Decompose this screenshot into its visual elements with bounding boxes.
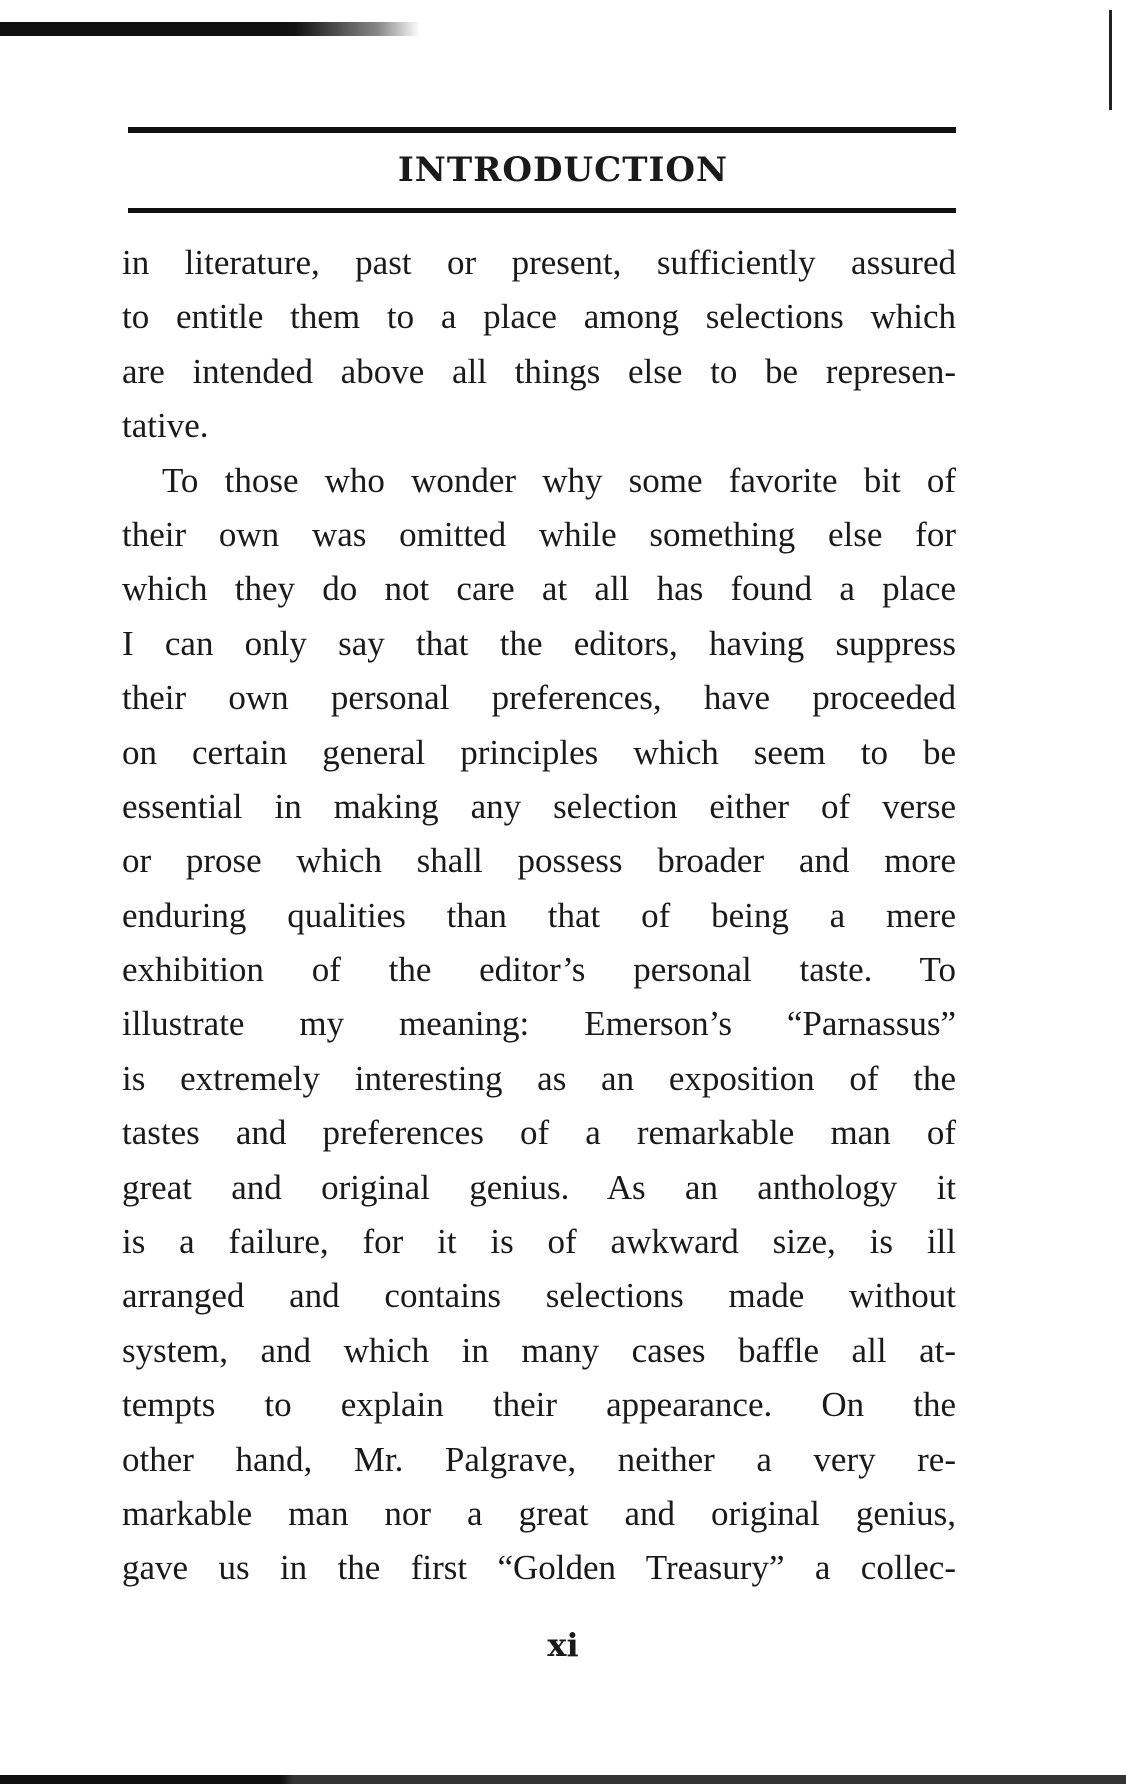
text-line: is extremely interesting as an exposition of the — [122, 1058, 956, 1098]
text-line: tative. — [122, 406, 209, 446]
text-line: To those who wonder why some favorite bit of — [162, 460, 956, 500]
text-line: gave us in the first “Golden Treasury” a collec- — [122, 1548, 956, 1588]
text-line: arranged and contains selections made without — [122, 1276, 956, 1316]
scan-edge-top — [0, 22, 420, 36]
text-line: illustrate my meaning: Emerson’s “Parnassus” — [122, 1004, 956, 1044]
text-line: their own personal preferences, have proceeded — [122, 678, 956, 718]
text-line: tastes and preferences of a remarkable man of — [122, 1113, 956, 1153]
text-line: tempts to explain their appearance. On the — [122, 1385, 956, 1425]
text-line: which they do not care at all has found a place — [122, 569, 956, 609]
page-number: xi — [547, 1626, 579, 1664]
text-line: are intended above all things else to be represen- — [122, 351, 956, 391]
running-head: INTRODUCTION — [397, 150, 729, 190]
text-line: is a failure, for it is of awkward size, is ill — [122, 1222, 956, 1262]
text-line: essential in making any selection either of verse — [122, 786, 956, 826]
header-rule-top — [128, 127, 956, 133]
text-line: great and original genius. As an anthology it — [122, 1167, 956, 1207]
text-line: markable man nor a great and original genius, — [122, 1493, 956, 1533]
body-text — [122, 236, 956, 1596]
scan-edge-bottom — [0, 1775, 1126, 1784]
text-line: their own was omitted while something else for — [122, 514, 956, 554]
text-line: in literature, past or present, sufficiently assured — [122, 243, 956, 282]
scan-edge-right — [1109, 10, 1112, 110]
text-line: exhibition of the editor’s personal taste. To — [122, 950, 956, 990]
text-line: enduring qualities than that of being a mere — [122, 895, 956, 935]
text-line: on certain general principles which seem to be — [122, 732, 956, 772]
text-line: or prose which shall possess broader and more — [122, 841, 956, 881]
text-line: I can only say that the editors, having suppress — [122, 623, 956, 663]
header-rule-bottom — [128, 208, 956, 213]
text-line: system, and which in many cases baffle all at- — [122, 1330, 956, 1370]
text-line: other hand, Mr. Palgrave, neither a very re- — [122, 1439, 956, 1479]
text-line: to entitle them to a place among selections which — [122, 297, 956, 337]
